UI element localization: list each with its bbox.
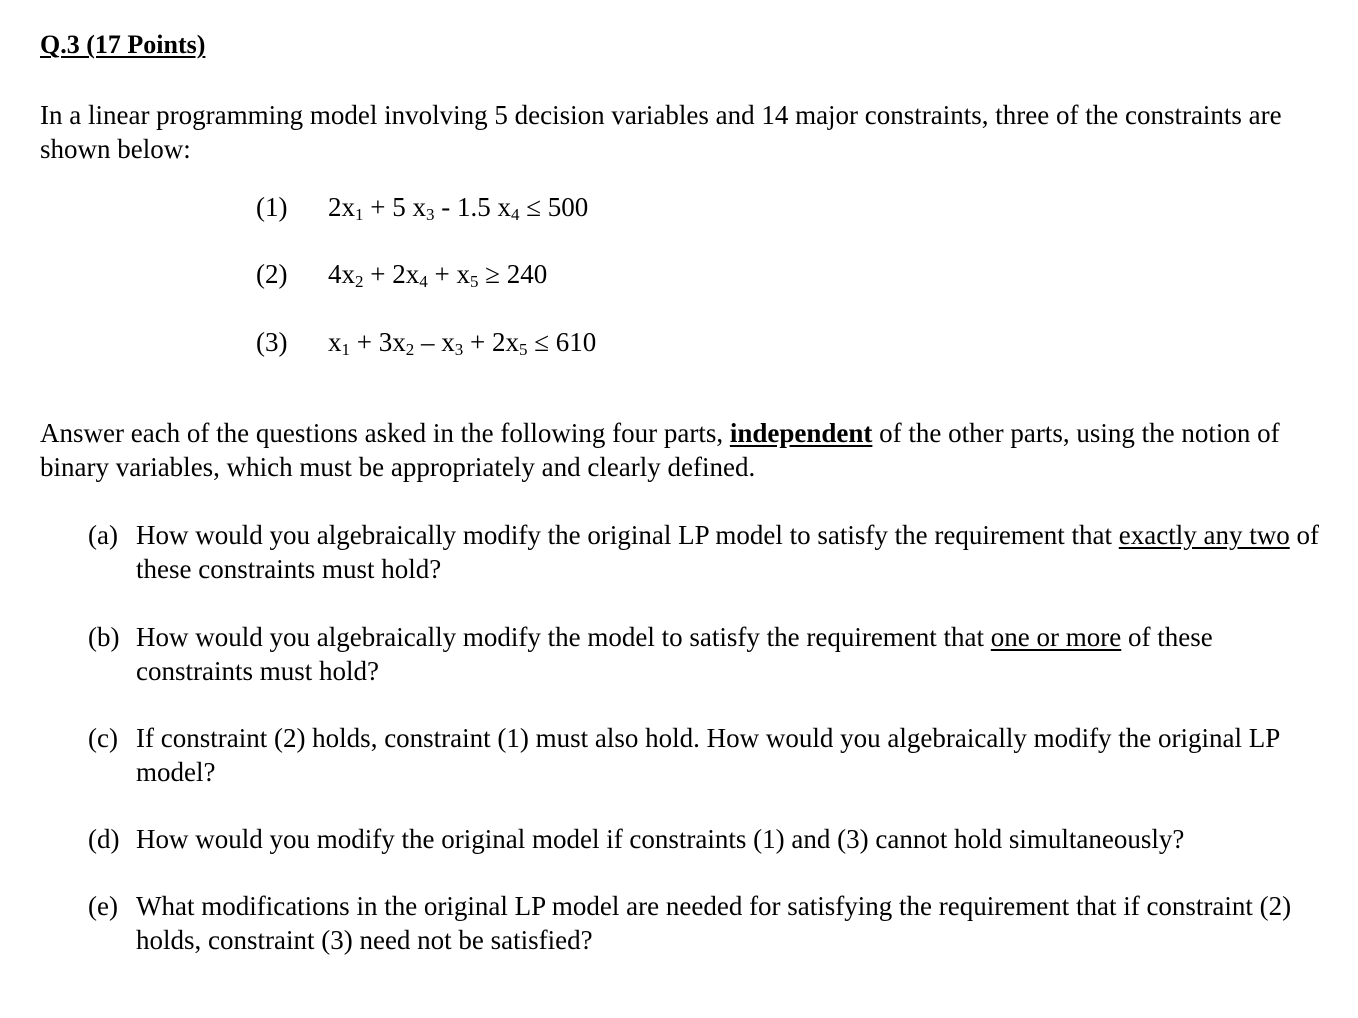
question-label: (b)	[88, 622, 120, 652]
question-label: (d)	[88, 824, 120, 854]
constraint-3: (3) $x_1 + 3x_2 - x_3 + 2x_5 \le 610$	[256, 327, 597, 359]
question-label: (e)	[88, 891, 118, 921]
question-text: If constraint (2) holds, constraint (1) must also hold. How would you algebraically modify the original LP model?	[136, 723, 1280, 787]
constraint-number: (1)	[256, 192, 288, 222]
underlined-phrase: exactly any two	[1118, 520, 1290, 550]
independent-emphasis: independent	[729, 418, 873, 448]
instructions-paragraph: Answer each of the questions asked in the following four parts, independent of the other parts, using the notion of binary variables, which must be appropriately and clearly defined.	[40, 418, 1280, 482]
question-text: How would you modify the original model if constraints (1) and (3) cannot hold simultaneously?	[136, 824, 1185, 854]
question-e	[88, 889, 1328, 957]
question-label: (a)	[88, 520, 118, 550]
question-d	[88, 822, 1328, 856]
constraint-number: (3)	[256, 327, 288, 357]
constraint-number: (2)	[256, 259, 288, 289]
question-b: (b) How would you algebraically modify the model to satisfy the requirement that one or more of these constraints must hold?	[88, 622, 1213, 686]
underlined-phrase: one or more	[990, 622, 1122, 652]
constraint-2: (2) $4x_2 + 2x_4 + x_5 \ge 240$	[256, 259, 548, 291]
question-title: Q.3 (17 Points)	[40, 30, 206, 59]
question-text: What modifications in the original LP model are needed for satisfying the requirement that if constraint (2) holds, constraint (3) need not be satisfied?	[136, 891, 1292, 955]
intro-paragraph: In a linear programming model involving 5 decision variables and 14 major constraints, three of the constraints are shown below:	[40, 100, 1282, 164]
constraint-1: (1) $2x_1 + 5$ $x_3 - 1.5$ $x_4 \le 500$	[256, 192, 589, 224]
question-a: (a) How would you algebraically modify the original LP model to satisfy the requirement that exactly any two of these constraints must hold?	[88, 520, 1319, 584]
question-label: (c)	[88, 723, 118, 753]
question-c	[88, 721, 1328, 789]
